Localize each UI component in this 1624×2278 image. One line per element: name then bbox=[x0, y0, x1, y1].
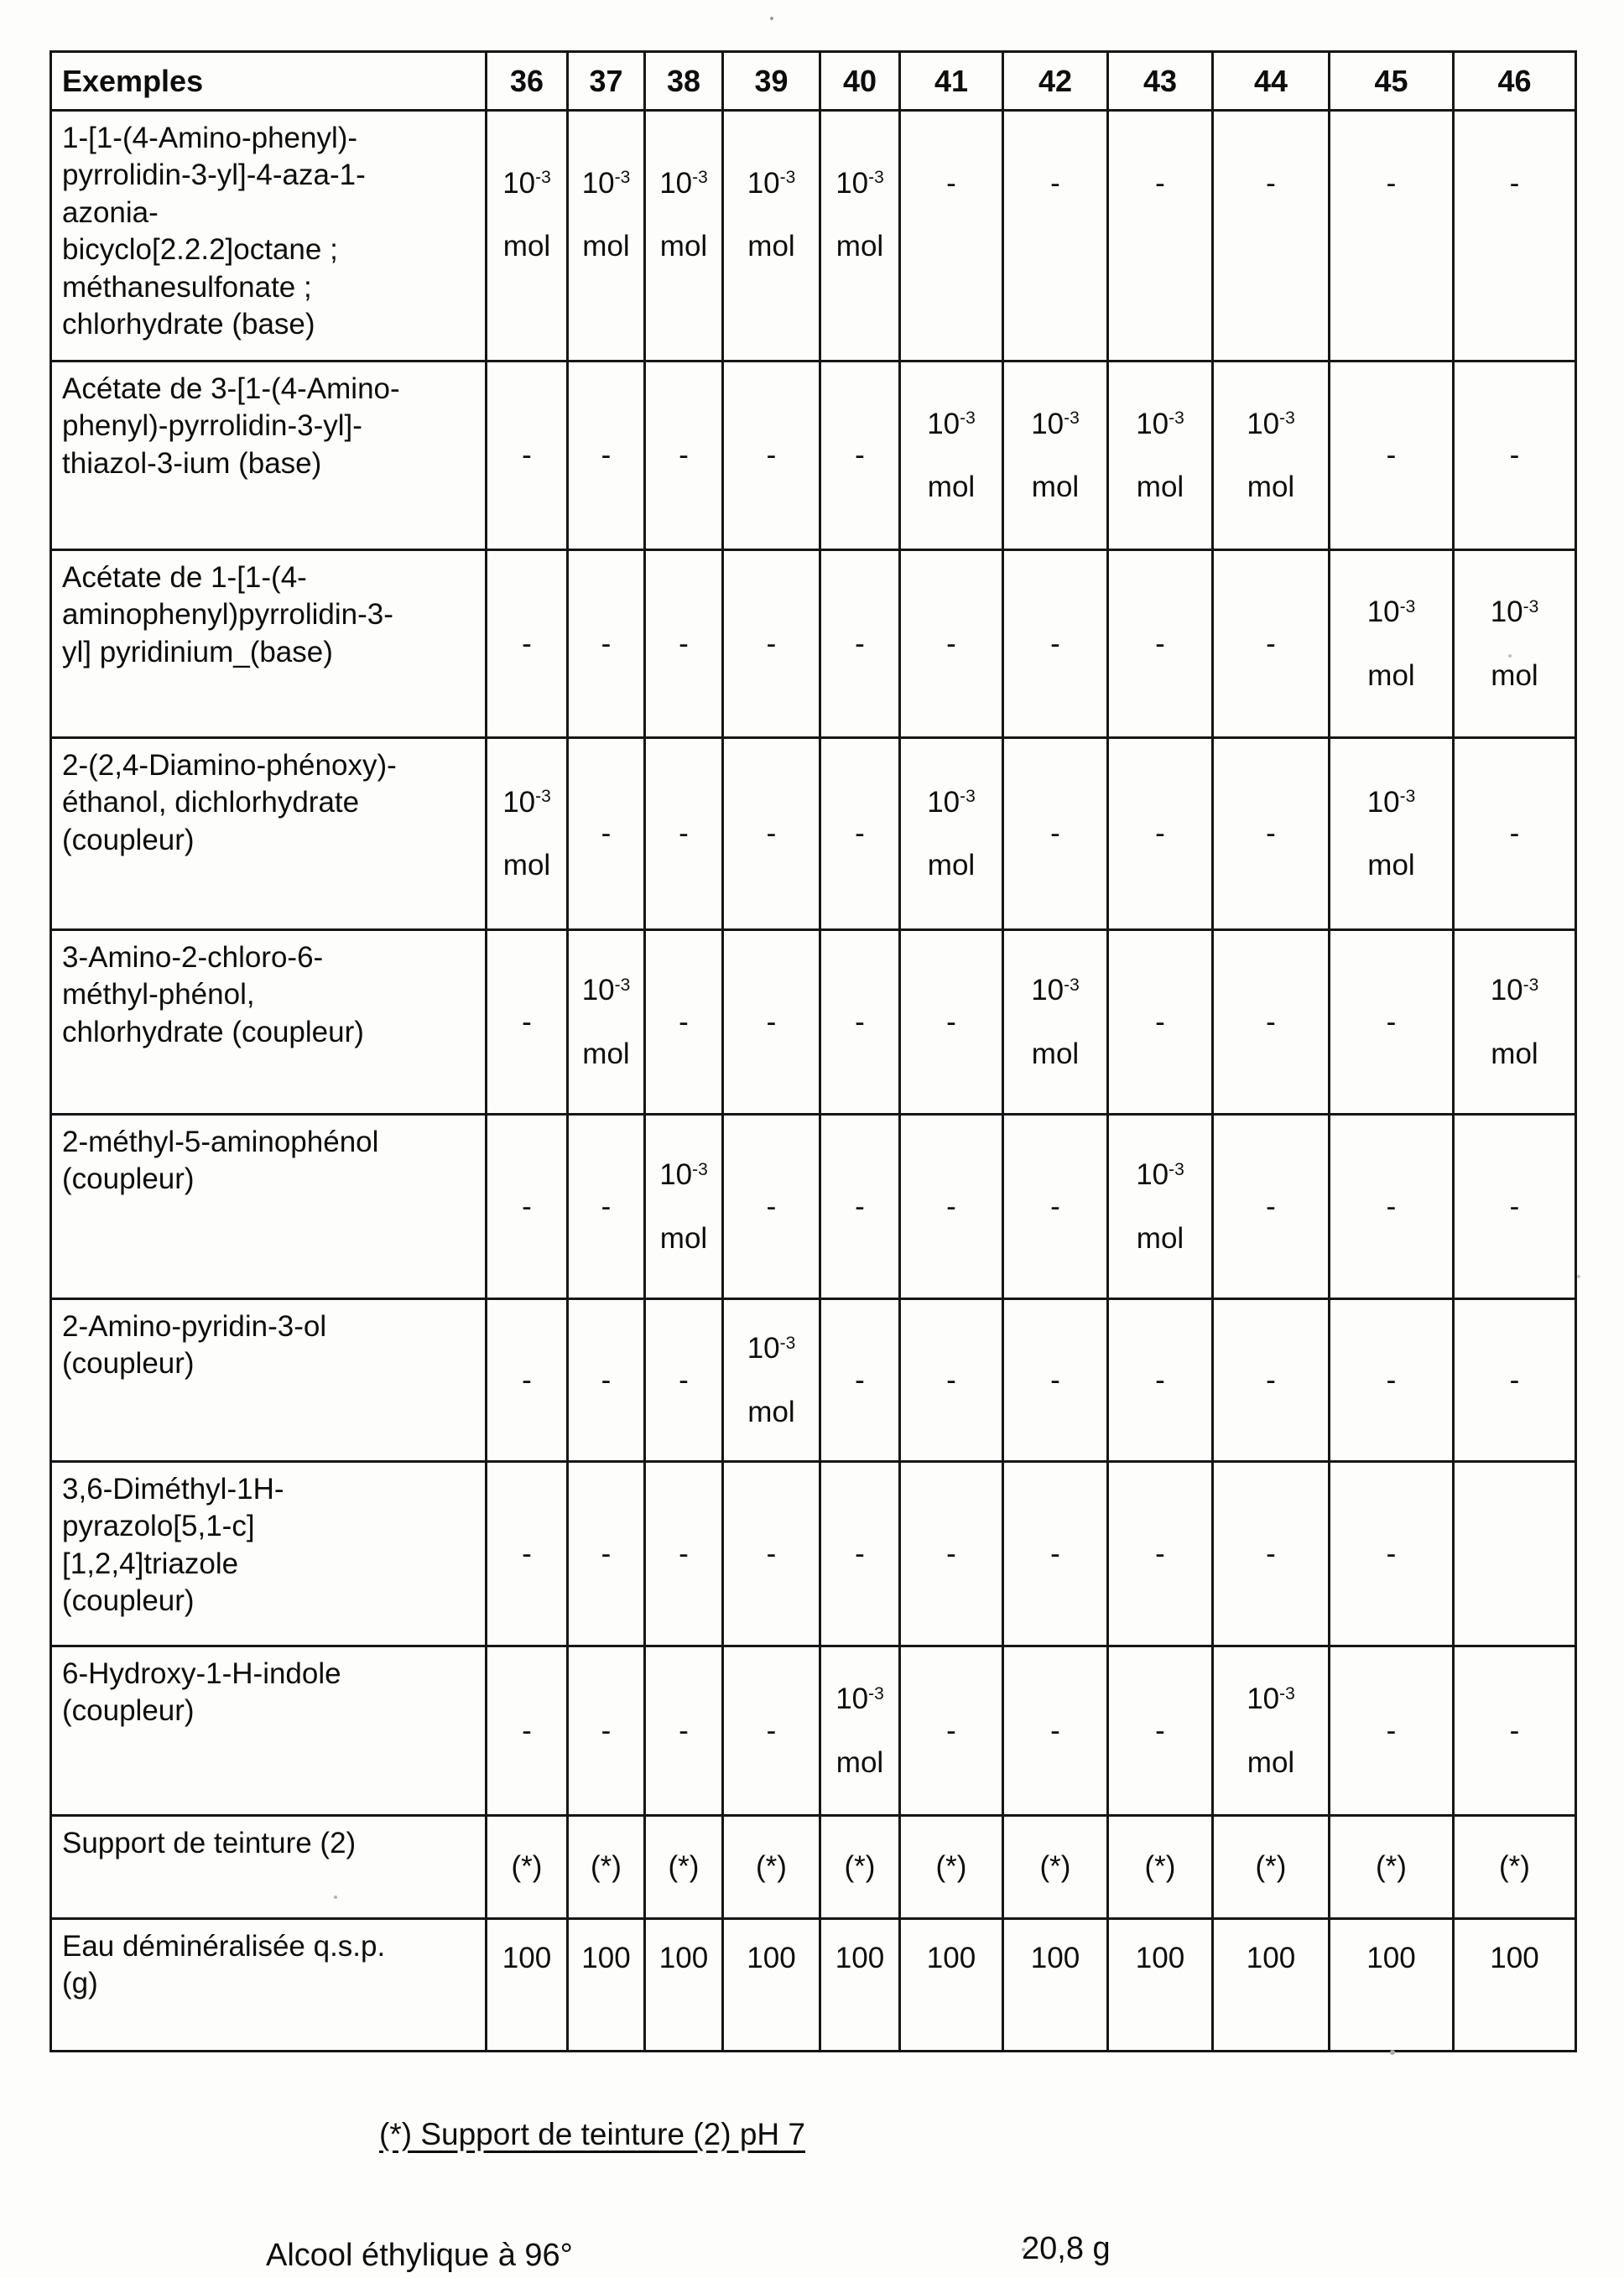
cell-col-39: 100 bbox=[723, 1919, 820, 2052]
row-label: Acétate de 3-[1-(4-Amino- phenyl)-pyrrolidin-3-yl]- thiazol-3-ium (base) bbox=[51, 361, 487, 550]
cell-col-46: - bbox=[1454, 1299, 1576, 1462]
cell-col-40: - bbox=[820, 930, 900, 1115]
header-col-42: 42 bbox=[1003, 52, 1108, 111]
cell-col-40: 100 bbox=[820, 1919, 900, 2052]
cell-col-41: - bbox=[900, 1115, 1003, 1299]
cell-col-42: - bbox=[1003, 1462, 1108, 1646]
cell-col-36: - bbox=[487, 1115, 568, 1299]
row-label: 2-(2,4-Diamino-phénoxy)- éthanol, dichlorhydrate (coupleur) bbox=[51, 738, 487, 930]
cell-col-37: 100 bbox=[568, 1919, 645, 2052]
cell-col-38: (*) bbox=[645, 1816, 723, 1919]
cell-col-44: - bbox=[1213, 738, 1330, 930]
cell-col-40: (*) bbox=[820, 1816, 900, 1919]
cell-col-45: - bbox=[1330, 361, 1454, 550]
cell-col-45: - bbox=[1330, 1646, 1454, 1816]
cell-col-36: 100 bbox=[487, 1919, 568, 2052]
cell-col-41: $10^{-3}$ mol bbox=[900, 738, 1003, 930]
header-row bbox=[51, 52, 1576, 111]
cell-col-41: - bbox=[900, 111, 1003, 361]
cell-col-38: - bbox=[645, 1299, 723, 1462]
row-label: Support de teinture (2) bbox=[51, 1816, 487, 1919]
cell-col-39: - bbox=[723, 550, 820, 738]
cell-col-44: 100 bbox=[1213, 1919, 1330, 2052]
footnote-support-de-teinture bbox=[379, 2117, 805, 2152]
cell-col-43: - bbox=[1108, 550, 1213, 738]
cell-col-39: - bbox=[723, 930, 820, 1115]
table-row bbox=[51, 361, 1576, 550]
row-label: 3-Amino-2-chloro-6- méthyl-phénol, chlorhydrate (coupleur) bbox=[51, 930, 487, 1115]
row-label: 2-méthyl-5-aminophénol (coupleur) bbox=[51, 1115, 487, 1299]
row-label: 2-Amino-pyridin-3-ol (coupleur) bbox=[51, 1299, 487, 1462]
cell-col-38: $10^{-3}$ mol bbox=[645, 111, 723, 361]
cell-col-46: - bbox=[1454, 361, 1576, 550]
cell-col-44: (*) bbox=[1213, 1816, 1330, 1919]
cell-col-43: - bbox=[1108, 111, 1213, 361]
cell-col-44: - bbox=[1213, 1115, 1330, 1299]
cell-col-40: - bbox=[820, 550, 900, 738]
header-col-43: 43 bbox=[1108, 52, 1213, 111]
cell-col-43: - bbox=[1108, 1299, 1213, 1462]
table-row bbox=[51, 1646, 1576, 1816]
table-row bbox=[51, 1115, 1576, 1299]
cell-col-45: - bbox=[1330, 111, 1454, 361]
cell-col-42: (*) bbox=[1003, 1816, 1108, 1919]
cell-col-42: 100 bbox=[1003, 1919, 1108, 2052]
cell-col-40: - bbox=[820, 361, 900, 550]
cell-col-39: $10^{-3}$ mol bbox=[723, 111, 820, 361]
row-label: 3,6-Diméthyl-1H- pyrazolo[5,1-c] [1,2,4]triazole (coupleur) bbox=[51, 1462, 487, 1646]
cell-col-45: (*) bbox=[1330, 1816, 1454, 1919]
table-row bbox=[51, 111, 1576, 361]
cell-col-37: - bbox=[568, 550, 645, 738]
alcool-ethylique-value: 20,8 g bbox=[1022, 2231, 1111, 2266]
table-body bbox=[51, 111, 1576, 2052]
cell-col-38: 100 bbox=[645, 1919, 723, 2052]
cell-col-43: - bbox=[1108, 1462, 1213, 1646]
footnote-text: (*) Support de teinture (2) pH 7 bbox=[379, 2117, 805, 2151]
cell-col-38: - bbox=[645, 361, 723, 550]
table-row bbox=[51, 1462, 1576, 1646]
cell-col-39: (*) bbox=[723, 1816, 820, 1919]
table-row bbox=[51, 738, 1576, 930]
cell-col-45: - bbox=[1330, 1299, 1454, 1462]
cell-col-40: - bbox=[820, 738, 900, 930]
header-col-44: 44 bbox=[1213, 52, 1330, 111]
cell-col-45: - bbox=[1330, 930, 1454, 1115]
cell-col-41: - bbox=[900, 930, 1003, 1115]
header-col-41: 41 bbox=[900, 52, 1003, 111]
cell-col-36: - bbox=[487, 361, 568, 550]
cell-col-40: $10^{-3}$ mol bbox=[820, 111, 900, 361]
header-col-40: 40 bbox=[820, 52, 900, 111]
cell-col-45: $10^{-3}$ mol bbox=[1330, 550, 1454, 738]
cell-col-44: - bbox=[1213, 1462, 1330, 1646]
cell-col-39: $10^{-3}$ mol bbox=[723, 1299, 820, 1462]
header-col-38: 38 bbox=[645, 52, 723, 111]
cell-col-46 bbox=[1454, 1462, 1576, 1646]
cell-col-44: - bbox=[1213, 1299, 1330, 1462]
cell-col-42: - bbox=[1003, 111, 1108, 361]
row-label: 1-[1-(4-Amino-phenyl)- pyrrolidin-3-yl]-4-aza-1- azonia- bicyclo[2.2.2]octane ; méthanesulfonate ; chlorhydrate (base) bbox=[51, 111, 487, 361]
cell-col-39: - bbox=[723, 1115, 820, 1299]
cell-col-44: - bbox=[1213, 550, 1330, 738]
cell-col-41: - bbox=[900, 550, 1003, 738]
cell-col-43: $10^{-3}$ mol bbox=[1108, 1115, 1213, 1299]
cell-col-43: (*) bbox=[1108, 1816, 1213, 1919]
cell-col-43: 100 bbox=[1108, 1919, 1213, 2052]
table-row bbox=[51, 1919, 1576, 2052]
cell-col-40: - bbox=[820, 1462, 900, 1646]
cell-col-38: - bbox=[645, 930, 723, 1115]
cell-col-36: - bbox=[487, 1646, 568, 1816]
cell-col-38: - bbox=[645, 1462, 723, 1646]
header-exemples: Exemples bbox=[51, 52, 487, 111]
table-row bbox=[51, 1299, 1576, 1462]
cell-col-43: $10^{-3}$ mol bbox=[1108, 361, 1213, 550]
cell-col-37: - bbox=[568, 1646, 645, 1816]
table-row bbox=[51, 930, 1576, 1115]
cell-col-41: $10^{-3}$ mol bbox=[900, 361, 1003, 550]
cell-col-36: - bbox=[487, 550, 568, 738]
cell-col-45: - bbox=[1330, 1115, 1454, 1299]
cell-col-46: - bbox=[1454, 1646, 1576, 1816]
header-col-39: 39 bbox=[723, 52, 820, 111]
cell-col-42: - bbox=[1003, 1646, 1108, 1816]
cell-col-40: - bbox=[820, 1115, 900, 1299]
cell-col-41: - bbox=[900, 1299, 1003, 1462]
cell-col-46: - bbox=[1454, 111, 1576, 361]
header-col-46: 46 bbox=[1454, 52, 1576, 111]
table-row bbox=[51, 1816, 1576, 1919]
cell-col-41: - bbox=[900, 1646, 1003, 1816]
table-row bbox=[51, 550, 1576, 738]
cell-col-40: - bbox=[820, 1299, 900, 1462]
cell-col-38: - bbox=[645, 738, 723, 930]
cell-col-46: - bbox=[1454, 738, 1576, 930]
cell-col-38: - bbox=[645, 1646, 723, 1816]
cell-col-46: (*) bbox=[1454, 1816, 1576, 1919]
alcool-ethylique-label: Alcool éthylique à 96° bbox=[266, 2238, 573, 2273]
cell-col-43: - bbox=[1108, 738, 1213, 930]
cell-col-46: - bbox=[1454, 1115, 1576, 1299]
cell-col-42: $10^{-3}$ mol bbox=[1003, 930, 1108, 1115]
cell-col-38: - bbox=[645, 550, 723, 738]
header-col-37: 37 bbox=[568, 52, 645, 111]
cell-col-44: $10^{-3}$ mol bbox=[1213, 361, 1330, 550]
cell-col-46: 100 bbox=[1454, 1919, 1576, 2052]
cell-col-42: $10^{-3}$ mol bbox=[1003, 361, 1108, 550]
cell-col-45: - bbox=[1330, 1462, 1454, 1646]
cell-col-39: - bbox=[723, 361, 820, 550]
cell-col-41: - bbox=[900, 1462, 1003, 1646]
cell-col-40: $10^{-3}$ mol bbox=[820, 1646, 900, 1816]
table-head bbox=[51, 52, 1576, 111]
cell-col-36: - bbox=[487, 930, 568, 1115]
cell-col-39: - bbox=[723, 738, 820, 930]
cell-col-37: - bbox=[568, 738, 645, 930]
cell-col-37: - bbox=[568, 1299, 645, 1462]
cell-col-36: $10^{-3}$ mol bbox=[487, 738, 568, 930]
cell-col-42: - bbox=[1003, 1115, 1108, 1299]
cell-col-39: - bbox=[723, 1646, 820, 1816]
cell-col-38: $10^{-3}$ mol bbox=[645, 1115, 723, 1299]
cell-col-44: - bbox=[1213, 930, 1330, 1115]
cell-col-44: - bbox=[1213, 111, 1330, 361]
cell-col-43: - bbox=[1108, 930, 1213, 1115]
cell-col-41: (*) bbox=[900, 1816, 1003, 1919]
cell-col-42: - bbox=[1003, 1299, 1108, 1462]
row-label: Eau déminéralisée q.s.p. (g) bbox=[51, 1919, 487, 2052]
header-col-45: 45 bbox=[1330, 52, 1454, 111]
cell-col-42: - bbox=[1003, 738, 1108, 930]
cell-col-43: - bbox=[1108, 1646, 1213, 1816]
cell-col-36: $10^{-3}$ mol bbox=[487, 111, 568, 361]
cell-col-45: $10^{-3}$ mol bbox=[1330, 738, 1454, 930]
cell-col-36: - bbox=[487, 1462, 568, 1646]
cell-col-45: 100 bbox=[1330, 1919, 1454, 2052]
cell-col-39: - bbox=[723, 1462, 820, 1646]
cell-col-46: $10^{-3}$ mol bbox=[1454, 550, 1576, 738]
row-label: 6-Hydroxy-1-H-indole (coupleur) bbox=[51, 1646, 487, 1816]
cell-col-42: - bbox=[1003, 550, 1108, 738]
cell-col-37: - bbox=[568, 361, 645, 550]
cell-col-36: - bbox=[487, 1299, 568, 1462]
cell-col-37: - bbox=[568, 1115, 645, 1299]
cell-col-46: $10^{-3}$ mol bbox=[1454, 930, 1576, 1115]
row-label: Acétate de 1-[1-(4- aminophenyl)pyrrolidin-3- yl] pyridinium_(base) bbox=[51, 550, 487, 738]
cell-col-36: (*) bbox=[487, 1816, 568, 1919]
header-col-36: 36 bbox=[487, 52, 568, 111]
cell-col-41: 100 bbox=[900, 1919, 1003, 2052]
cell-col-37: $10^{-3}$ mol bbox=[568, 111, 645, 361]
cell-col-37: (*) bbox=[568, 1816, 645, 1919]
cell-col-44: $10^{-3}$ mol bbox=[1213, 1646, 1330, 1816]
cell-col-37: $10^{-3}$ mol bbox=[568, 930, 645, 1115]
results-table bbox=[49, 50, 1577, 2052]
cell-col-37: - bbox=[568, 1462, 645, 1646]
